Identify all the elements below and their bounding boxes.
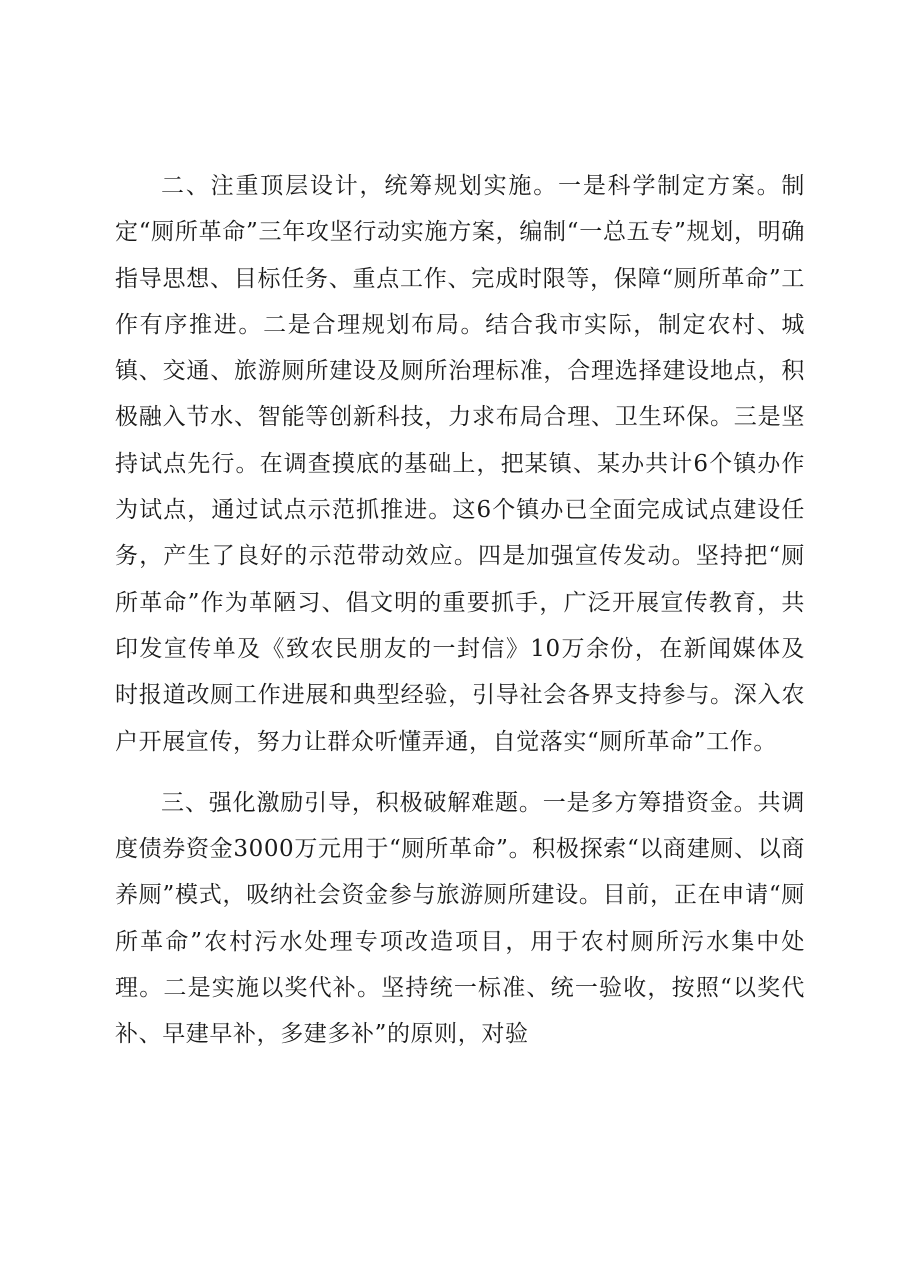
document-body (115, 163, 805, 1058)
paragraph-section-two: 二、注重顶层设计，统筹规划实施。一是科学制定方案。制定“厕所革命”三年攻坚行动实施方案，编制“一总五专”规划，明确指导思想、目标任务、重点工作、完成时限等，保障“厕所革命”工作有序推进。二是合理规划布局。结合我市实际，制定农村、城镇、交通、旅游厕所建设及厕所治理标准，合理选择建设地点，积极融入节水、智能等创新科技，力求布局合理、卫生环保。三是坚持试点先行。在调查摸底的基础上，把某镇、某办共计6个镇办作为试点，通过试点示范抓推进。这6个镇办已全面完成试点建设任务，产生了良好的示范带动效应。四是加强宣传发动。坚持把“厕所革命”作为革陋习、倡文明的重要抓手，广泛开展宣传教育，共印发宣传单及《致农民朋友的一封信》10万余份，在新闻媒体及时报道改厕工作进展和典型经验，引导社会各界支持参与。深入农户开展宣传，努力让群众听懂弄通，自觉落实“厕所革命”工作。 (115, 173, 805, 755)
paragraph-section-three: 三、强化激励引导，积极破解难题。一是多方筹措资金。共调度债券资金3000万元用于“厕所革命”。积极探索“以商建厕、以商养厕”模式，吸纳社会资金参与旅游厕所建设。目前，正在申请“厕所革命”农村污水处理专项改造项目，用于农村厕所污水集中处理。二是实施以奖代补。坚持统一标准、统一验收，按照“以奖代补、早建早补，多建多补”的原则，对验 (115, 789, 805, 1048)
